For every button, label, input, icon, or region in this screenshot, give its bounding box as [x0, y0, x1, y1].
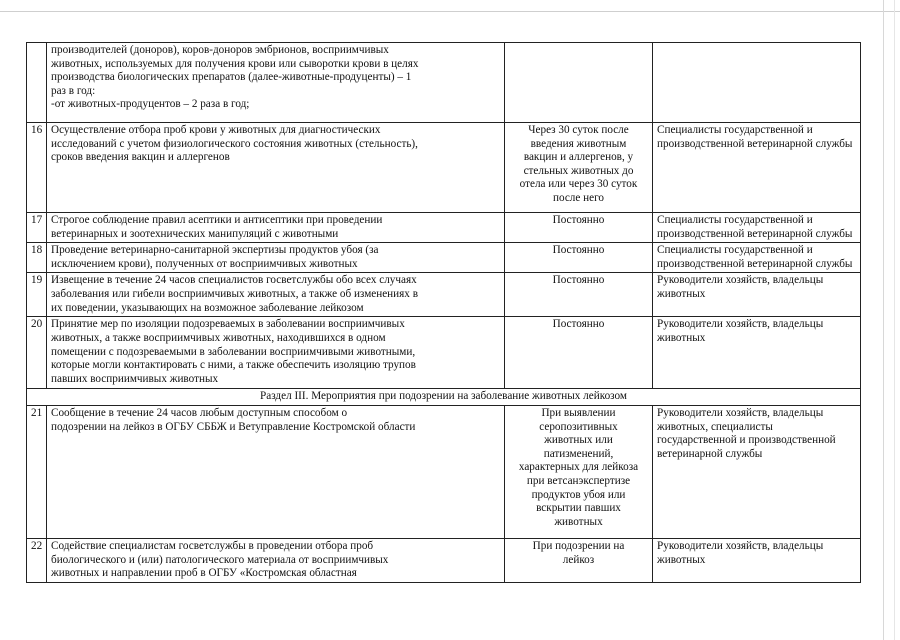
term-text [505, 43, 653, 123]
responsible-text [653, 538, 861, 582]
measure-text-line: которые могли контактировать с ними, а также обеспечить изоляцию трупов [51, 359, 416, 372]
measure-text [47, 243, 505, 273]
responsible-text-line: животных [657, 331, 706, 344]
term-text-line: продуктов убоя или [531, 488, 626, 501]
measure-text-line: павших восприимчивых животных [51, 372, 219, 385]
table-row [27, 317, 861, 389]
term-text-line: животных [554, 515, 603, 528]
row-number: 20 [27, 317, 47, 389]
term-text-line: отела или через 30 суток [519, 178, 638, 191]
term-text-line: Постоянно [552, 274, 605, 287]
table-row [27, 405, 861, 538]
term-text [505, 273, 653, 317]
table-row [27, 213, 861, 243]
responsible-text-line: животных [657, 553, 706, 566]
row-number: 22 [27, 538, 47, 582]
responsible-text-line: производственной ветеринарной службы [657, 227, 853, 240]
term-text-line: после него [552, 191, 605, 204]
measure-text-line: ветеринарных и зоотехнических манипуляций с животными [51, 227, 339, 240]
measure-text-line: животных и направлении проб в ОГБУ «Костромская областная [51, 567, 357, 580]
measure-text-line: Строгое соблюдение правил асептики и антисептики при проведении [51, 214, 383, 226]
measures-table [26, 42, 861, 583]
measure-text-line: -от животных-продуцентов – 2 раза в год; [51, 98, 250, 111]
responsible-text-line: ветеринарной службы [657, 447, 763, 460]
measure-text-line: Сообщение в течение 24 часов любым доступным способом о [51, 406, 348, 419]
term-text-line: Постоянно [552, 244, 605, 257]
term-text-line: Постоянно [552, 214, 605, 226]
table-row [27, 273, 861, 317]
term-text [505, 243, 653, 273]
scan-edge-right-outer [894, 0, 895, 640]
scan-edge-right [883, 0, 884, 640]
responsible-text-line: Специалисты государственной и [657, 214, 813, 226]
responsible-text [653, 123, 861, 213]
term-text-line: характерных для лейкоза [518, 461, 639, 474]
responsible-text-line: животных [657, 287, 706, 300]
term-text-line: Постоянно [552, 318, 605, 331]
term-text-line: При выявлении [541, 406, 616, 419]
section-title: Раздел III. Мероприятия при подозрении на заболевание животных лейкозом [27, 389, 861, 406]
measure-text [47, 317, 505, 389]
measure-text-line: животных, используемых для получения крови или сыворотки крови в целях [51, 57, 419, 70]
row-number: 18 [27, 243, 47, 273]
term-text-line: стельных животных до [523, 164, 634, 177]
term-text [505, 213, 653, 243]
term-text-line: лейкоз [562, 553, 595, 566]
table-row [27, 243, 861, 273]
term-text [505, 317, 653, 389]
responsible-text [653, 273, 861, 317]
measure-text [47, 538, 505, 582]
measure-text-line: Принятие мер по изоляции подозреваемых в заболевании восприимчивых [51, 318, 405, 331]
responsible-text-line: производственной ветеринарной службы [657, 257, 853, 270]
row-number: 17 [27, 213, 47, 243]
measure-text-line: подозрении на лейкоз в ОГБУ СББЖ и Ветуправление Костромской области [51, 420, 416, 433]
measure-text-line: Проведение ветеринарно-санитарной экспертизы продуктов убоя (за [51, 244, 379, 257]
measure-text [47, 405, 505, 538]
measure-text-line: их поведении, указывающих на возможное заболевание лейкозом [51, 301, 364, 314]
measure-text-line: сроков введения вакцин и аллергенов [51, 151, 230, 164]
term-text [505, 123, 653, 213]
measure-text [47, 43, 505, 123]
measure-text-line: животных, а также восприимчивых животных, находившихся в одном [51, 331, 386, 344]
measure-text-line: производителей (доноров), коров-доноров эмбрионов, восприимчивых [51, 44, 389, 56]
scan-edge-top [0, 11, 900, 12]
term-text [505, 405, 653, 538]
term-text-line: вакцин и аллергенов, у [523, 151, 634, 164]
row-number: 21 [27, 405, 47, 538]
measure-text-line: исследований с учетом физиологического состояния животных (стельность), [51, 137, 418, 150]
responsible-text-line: животных, специалисты [657, 420, 773, 433]
measure-text-line: Содействие специалистам госветслужбы в проведении отбора проб [51, 539, 374, 552]
term-text-line: вскрытии павших [536, 502, 621, 515]
table-row [27, 43, 861, 123]
table-row [27, 538, 861, 582]
responsible-text [653, 43, 861, 123]
responsible-text-line: Руководители хозяйств, владельцы [657, 318, 824, 331]
row-number [27, 43, 47, 123]
term-text [505, 538, 653, 582]
measure-text-line: исключением крови), полученных от восприимчивых животных [51, 257, 358, 270]
measure-text-line: Извещение в течение 24 часов специалистов госветслужбы обо всех случаях [51, 274, 417, 287]
responsible-text [653, 317, 861, 389]
term-text-line: Через 30 суток после [528, 124, 629, 136]
measure-text-line: помещении с подозреваемыми в заболевании восприимчивыми животными, [51, 345, 416, 358]
term-text-line: животных или [544, 434, 613, 447]
responsible-text [653, 405, 861, 538]
measure-text-line: заболевания или гибели восприимчивых животных, а также об изменениях в [51, 287, 418, 300]
measure-text-line: производства биологических препаратов (далее-животные-продуценты) – 1 [51, 71, 412, 84]
measures-table-body [27, 43, 861, 583]
measure-text-line: Осуществление отбора проб крови у животных для диагностических [51, 124, 381, 136]
row-number: 16 [27, 123, 47, 213]
responsible-text-line: Руководители хозяйств, владельцы [657, 539, 824, 552]
responsible-text-line: Руководители хозяйств, владельцы [657, 406, 824, 419]
term-text-line: серопозитивных [539, 420, 618, 433]
term-text-line: патизменений, [543, 447, 614, 460]
measure-text [47, 123, 505, 213]
responsible-text-line: Руководители хозяйств, владельцы [657, 274, 824, 287]
table-row [27, 123, 861, 213]
measure-text-line: биологического и (или) патологического материала от восприимчивых [51, 553, 389, 566]
responsible-text [653, 243, 861, 273]
term-text-line: введения животным [530, 137, 627, 150]
responsible-text [653, 213, 861, 243]
term-text-line: При подозрении на [532, 539, 625, 552]
responsible-text-line: Специалисты государственной и [657, 244, 813, 257]
section-row [27, 389, 861, 406]
term-text-line: при ветсанэкспертизе [526, 474, 631, 487]
responsible-text-line: государственной и производственной [657, 434, 836, 447]
row-number: 19 [27, 273, 47, 317]
responsible-text-line: Специалисты государственной и [657, 124, 813, 136]
measure-text [47, 213, 505, 243]
measure-text-line: раз в год: [51, 84, 96, 97]
measure-text [47, 273, 505, 317]
responsible-text-line: производственной ветеринарной службы [657, 137, 853, 150]
